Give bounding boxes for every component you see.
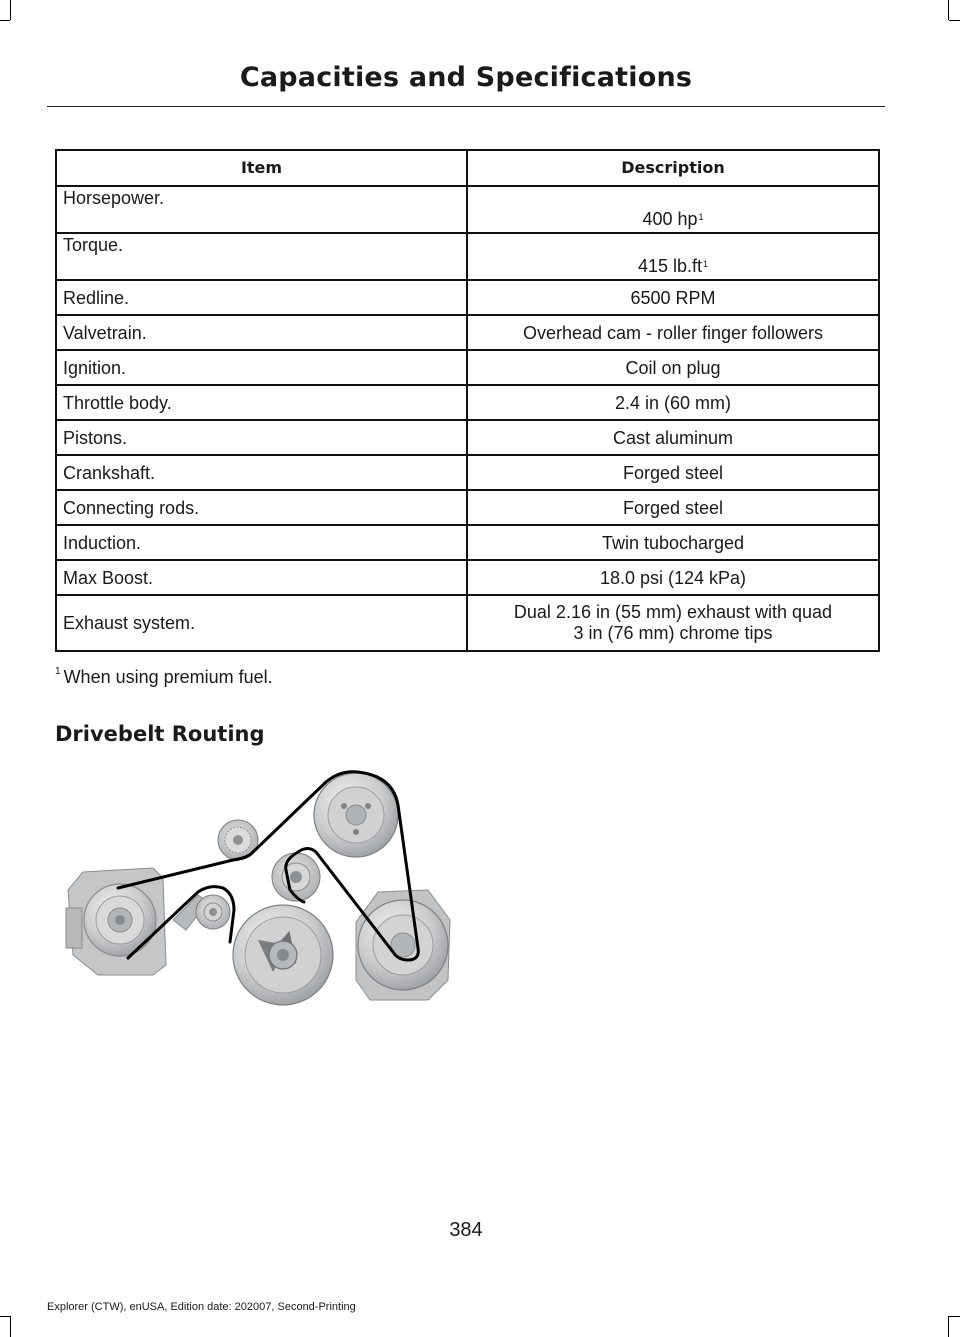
table-row <box>56 280 879 315</box>
crop-mark-bottom-left <box>10 1316 11 1337</box>
engine-specifications-table <box>55 149 880 652</box>
table-cell-item: Redline. <box>56 280 467 315</box>
table-cell-description: Forged steel <box>467 490 879 525</box>
table-cell-description: 18.0 psi (124 kPa) <box>467 560 879 595</box>
table-cell-description: Coil on plug <box>467 350 879 385</box>
table-row <box>56 315 879 350</box>
table-row <box>56 385 879 420</box>
crop-mark-bottom-right <box>948 1316 949 1337</box>
table-header-row <box>56 150 879 186</box>
footnote-reference: 1 <box>698 212 704 222</box>
table-cell-item: Exhaust system. <box>56 595 467 651</box>
table-row <box>56 490 879 525</box>
belt-tensioner-icon <box>173 895 230 930</box>
title-divider <box>47 106 885 107</box>
table-cell-description: 400 $hp^1$ <box>467 186 879 233</box>
table-cell-item: Connecting rods. <box>56 490 467 525</box>
section-heading: Drivebelt Routing <box>55 722 265 746</box>
table-row <box>56 420 879 455</box>
crankshaft-pulley-icon <box>233 905 333 1005</box>
column-header-description: Description <box>467 150 879 186</box>
table-cell-description: Cast aluminum <box>467 420 879 455</box>
table-cell-description: Forged steel <box>467 455 879 490</box>
crop-mark-top-left <box>0 20 10 21</box>
table-cell-item: Max Boost. <box>56 560 467 595</box>
table-cell-description: Dual 2.16 in (55 mm) exhaust with quad 3 in (76 mm) chrome tips <box>467 595 879 651</box>
page-number: 384 <box>449 1219 483 1241</box>
table-row <box>56 186 879 233</box>
table-cell-item: Pistons. <box>56 420 467 455</box>
table-row <box>56 233 879 280</box>
table-footnote: $^1$ When using premium fuel. <box>55 666 273 687</box>
crop-mark-top-right <box>948 0 949 20</box>
crop-mark-top-right <box>949 20 960 21</box>
table-row <box>56 525 879 560</box>
crop-mark-bottom-left <box>0 1316 10 1317</box>
page-title: Capacities and Specifications <box>239 62 693 93</box>
footnote-reference: 1 <box>703 259 709 269</box>
alternator-icon <box>356 890 450 1000</box>
table-cell-item: Valvetrain. <box>56 315 467 350</box>
tensioner-pulley-icon <box>272 853 320 901</box>
crop-mark-top-left <box>10 0 11 20</box>
table-cell-description: 6500 RPM <box>467 280 879 315</box>
table-cell-description: Twin tubocharged <box>467 525 879 560</box>
column-header-item: Item <box>56 150 467 186</box>
water-pump-pulley-icon <box>314 773 398 857</box>
table-row <box>56 350 879 385</box>
table-cell-item: Throttle body. <box>56 385 467 420</box>
table-cell-item: Induction. <box>56 525 467 560</box>
table-row <box>56 455 879 490</box>
drivebelt-routing-diagram <box>58 760 458 1010</box>
footer-edition-text: Explorer (CTW), enUSA, Edition date: 202007, Second-Printing <box>47 1301 356 1313</box>
table-row <box>56 595 879 651</box>
table-cell-description: Overhead cam - roller finger followers <box>467 315 879 350</box>
table-cell-item: Torque. <box>56 233 467 280</box>
ac-compressor-icon <box>66 868 166 975</box>
crop-mark-bottom-right <box>949 1316 960 1317</box>
table-cell-item: Crankshaft. <box>56 455 467 490</box>
table-row <box>56 560 879 595</box>
table-cell-item: Ignition. <box>56 350 467 385</box>
footnote-mark: 1 <box>55 666 61 677</box>
table-cell-description: 415 $lb.ft^1$ <box>467 233 879 280</box>
table-cell-item: Horsepower. <box>56 186 467 233</box>
table-cell-description: 2.4 in (60 mm) <box>467 385 879 420</box>
